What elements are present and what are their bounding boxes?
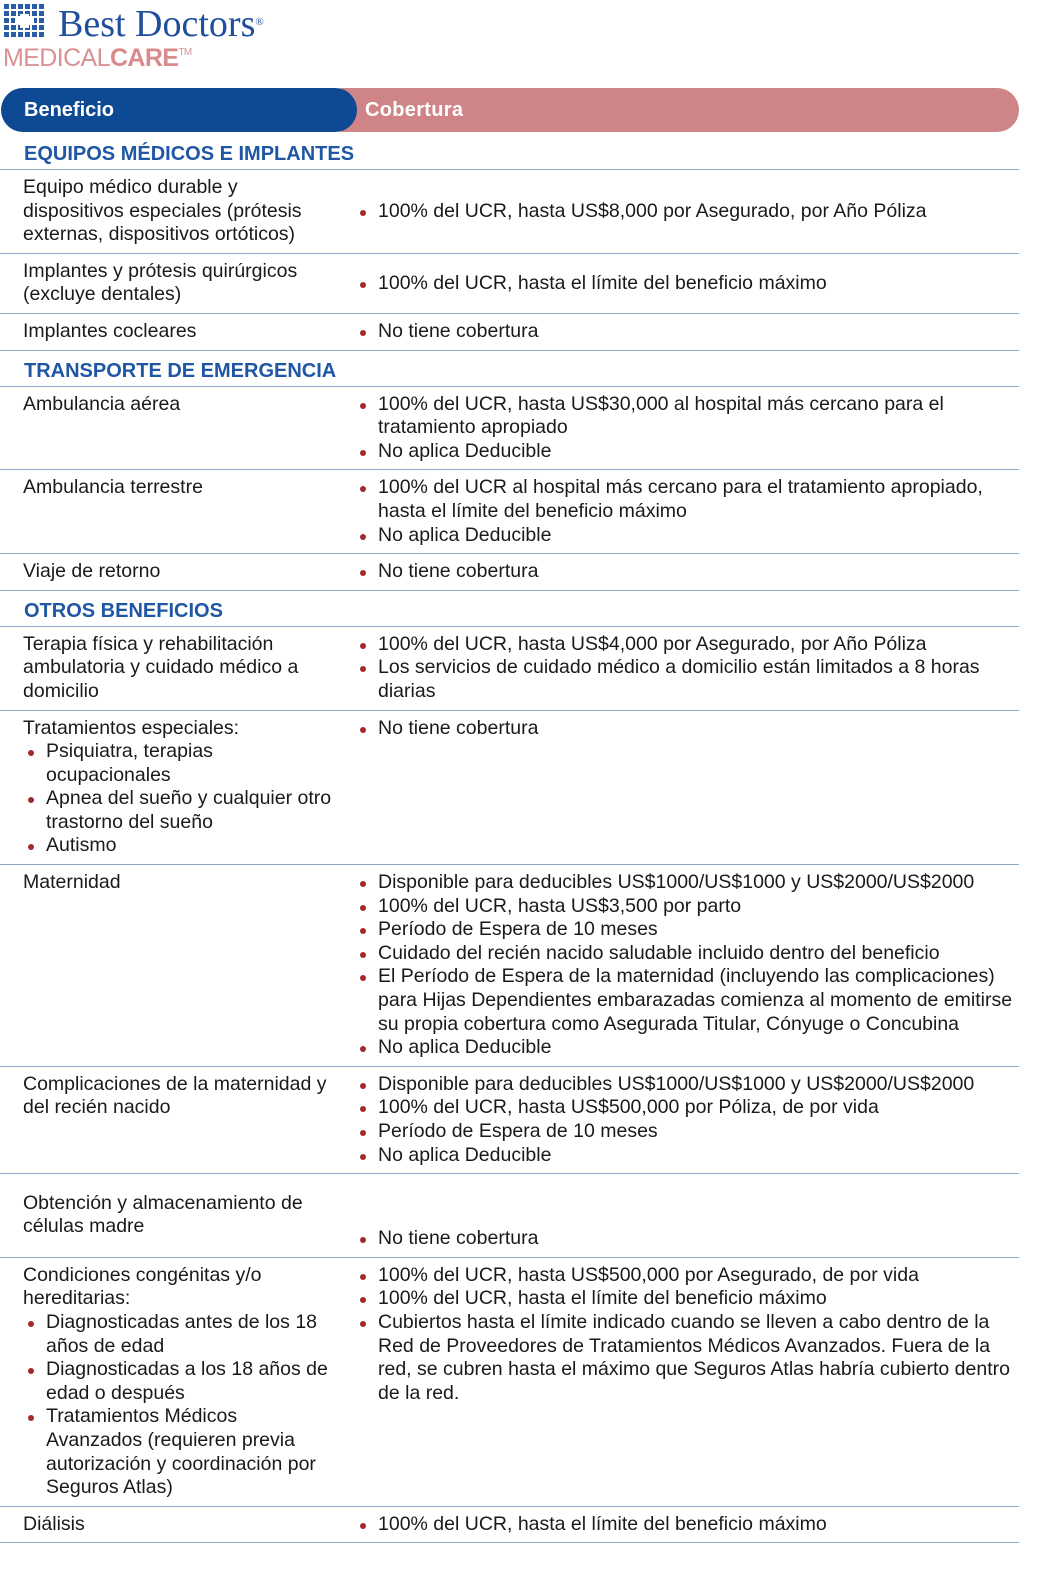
benefit-sub-item: Autismo [23, 834, 333, 858]
table-row [0, 470, 1019, 554]
benefit-label: Tratamientos especiales: [23, 716, 240, 739]
benefit-cell [0, 254, 333, 313]
benefit-label: Ambulancia aérea [23, 392, 181, 415]
coverage-item: No tiene cobertura [355, 717, 1019, 741]
coverage-item: No aplica Deducible [355, 440, 1019, 464]
benefit-cell [0, 170, 333, 253]
benefit-label: Diálisis [23, 1512, 85, 1535]
benefit-column-header: Beneficio [24, 99, 115, 121]
table-row [0, 314, 1019, 351]
benefit-sub-item: Psiquiatra, terapias ocupacionales [23, 740, 333, 787]
table-row [0, 387, 1019, 471]
coverage-item: 100% del UCR al hospital más cercano para el tratamiento apropiado, hasta el límite del beneficio máximo [355, 476, 1019, 523]
benefit-label: Condiciones congénitas y/o hereditarias: [23, 1263, 262, 1310]
coverage-item: Disponible para deducibles US$1000/US$1000 y US$2000/US$2000 [355, 1073, 1019, 1097]
table-row [0, 1174, 1019, 1258]
benefit-cell [0, 711, 333, 865]
coverage-cell [333, 314, 1019, 350]
table-row [0, 865, 1019, 1067]
benefit-cell [0, 627, 333, 710]
benefits-table [0, 134, 1043, 1543]
table-row [0, 627, 1019, 711]
benefit-label: Terapia física y rehabilitación ambulatoria y cuidado médico a domicilio [23, 632, 299, 702]
benefit-cell [0, 865, 333, 1066]
coverage-item: 100% del UCR, hasta US$4,000 por Asegurado, por Año Póliza [355, 633, 1019, 657]
coverage-item: 100% del UCR, hasta el límite del beneficio máximo [355, 1287, 1019, 1311]
coverage-cell [333, 1507, 1019, 1543]
coverage-item: No tiene cobertura [355, 560, 1019, 584]
best-doctors-logo [2, 2, 302, 72]
benefit-label: Implantes y prótesis quirúrgicos (excluye dentales) [23, 259, 298, 306]
table-row [0, 254, 1019, 314]
benefit-cell [0, 1258, 333, 1506]
benefit-sub-item: Tratamientos Médicos Avanzados (requieren previa autorización y coordinación por Seguros Atlas) [23, 1405, 333, 1499]
coverage-cell [333, 387, 1019, 470]
logo-name: Best Doctors® [58, 3, 264, 45]
table-row [0, 1507, 1019, 1544]
table-row [0, 170, 1019, 254]
benefit-cell [0, 1067, 333, 1173]
coverage-cell [333, 711, 1019, 865]
coverage-item: 100% del UCR, hasta US$30,000 al hospital más cercano para el tratamiento apropiado [355, 393, 1019, 440]
section-heading: EQUIPOS MÉDICOS E IMPLANTES [0, 134, 1019, 170]
coverage-item: Período de Espera de 10 meses [355, 1120, 1019, 1144]
benefit-sub-item: Apnea del sueño y cualquier otro trastorno del sueño [23, 787, 333, 834]
benefit-label: Ambulancia terrestre [23, 476, 203, 499]
benefit-sub-item: Diagnosticadas antes de los 18 años de edad [23, 1311, 333, 1358]
coverage-cell [333, 865, 1019, 1066]
coverage-cell [333, 266, 1019, 302]
coverage-cell [333, 1174, 1019, 1257]
coverage-item: No aplica Deducible [355, 1036, 1019, 1060]
benefit-label: Equipo médico durable y dispositivos especiales (prótesis externas, dispositivos ortóticos) [23, 176, 302, 246]
coverage-item: 100% del UCR, hasta US$500,000 por Póliza, de por vida [355, 1096, 1019, 1120]
coverage-item: 100% del UCR, hasta US$8,000 por Asegurado, por Año Póliza [355, 200, 1019, 224]
coverage-cell [333, 554, 1019, 590]
logo-dot-grid-icon [2, 2, 47, 42]
benefit-cell [0, 1186, 333, 1245]
section-heading: OTROS BENEFICIOS [0, 591, 1019, 627]
coverage-item: El Período de Espera de la maternidad (incluyendo las complicaciones) para Hijas Dependientes embarazadas comienza al momento de emitirse su propia cobertura como Asegurada Titular, Cónyuge o Concubina [355, 965, 1019, 1036]
coverage-item: Los servicios de cuidado médico a domicilio están limitados a 8 horas diarias [355, 656, 1019, 703]
coverage-item: Cubiertos hasta el límite indicado cuando se lleven a cabo dentro de la Red de Proveedores de Tratamientos Médicos Avanzados. Fuera de la red, se cubren hasta el máximo que Seguros Atlas habría cubierto dentro de la red. [355, 1311, 1019, 1405]
coverage-item: No aplica Deducible [355, 524, 1019, 548]
logo-subtitle: MEDICALCARE™ [3, 44, 192, 72]
benefit-cell [0, 1507, 333, 1543]
table-header [1, 88, 1019, 132]
coverage-item: 100% del UCR, hasta US$500,000 por Asegurado, de por vida [355, 1264, 1019, 1288]
coverage-item: Período de Espera de 10 meses [355, 918, 1019, 942]
coverage-cell [333, 627, 1019, 710]
coverage-item: No tiene cobertura [355, 1227, 1019, 1251]
benefit-cell [0, 554, 333, 590]
benefit-cell [0, 470, 333, 553]
table-row [0, 1258, 1019, 1507]
benefit-label: Viaje de retorno [23, 560, 161, 583]
coverage-cell [333, 194, 1019, 230]
coverage-cell [333, 1067, 1019, 1173]
section-heading: TRANSPORTE DE EMERGENCIA [0, 351, 1019, 387]
benefit-label: Maternidad [23, 871, 121, 894]
coverage-item: Cuidado del recién nacido saludable incluido dentro del beneficio [355, 942, 1019, 966]
table-row [0, 711, 1019, 866]
benefit-cell [0, 314, 333, 350]
table-row [0, 1067, 1019, 1174]
benefit-label: Implantes cocleares [23, 319, 197, 342]
coverage-item: 100% del UCR, hasta US$3,500 por parto [355, 895, 1019, 919]
coverage-item: Disponible para deducibles US$1000/US$1000 y US$2000/US$2000 [355, 871, 1019, 895]
benefit-label: Obtención y almacenamiento de células madre [23, 1191, 303, 1238]
coverage-item: 100% del UCR, hasta el límite del beneficio máximo [355, 1513, 1019, 1537]
coverage-item: 100% del UCR, hasta el límite del beneficio máximo [355, 272, 1019, 296]
benefit-sub-item: Diagnosticadas a los 18 años de edad o después [23, 1358, 333, 1405]
coverage-cell [333, 470, 1019, 553]
table-row [0, 554, 1019, 591]
benefit-label: Complicaciones de la maternidad y del recién nacido [23, 1072, 327, 1119]
coverage-cell [333, 1258, 1019, 1506]
coverage-item: No tiene cobertura [355, 320, 1019, 344]
coverage-item: No aplica Deducible [355, 1144, 1019, 1168]
benefit-cell [0, 387, 333, 470]
coverage-column-header: Cobertura [365, 99, 464, 121]
